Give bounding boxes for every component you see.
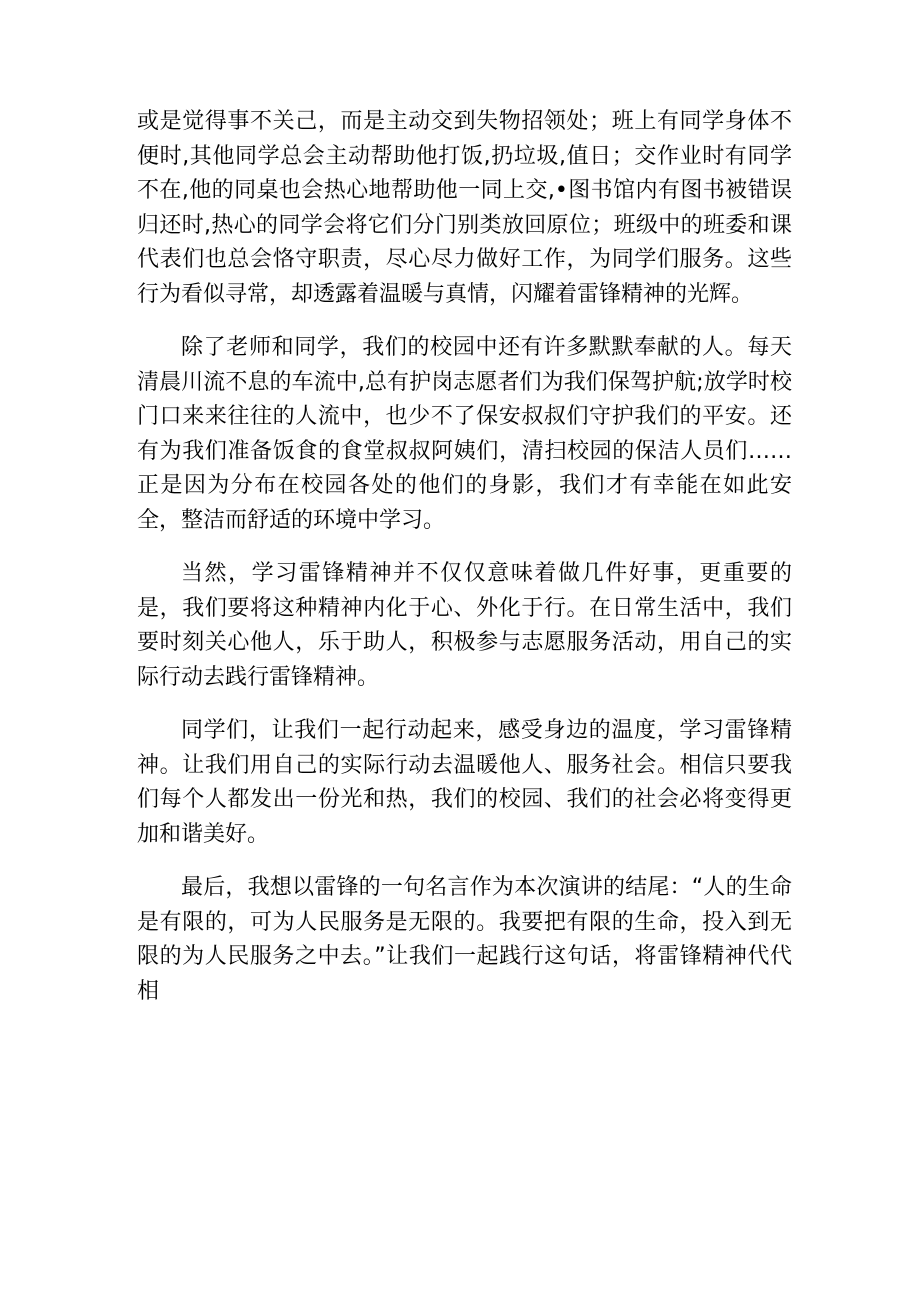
paragraph-5: 最后，我想以雷锋的一句名言作为本次演讲的结尾：“人的生命是有限的，可为人民服务是无限的。我要把有限的生命，投入到无限的为人民服务之中去。”让我们一起践行这句话，将雷锋精神代代相 <box>137 875 792 1004</box>
paragraph-1: 或是觉得事不关己，而是主动交到失物招领处；班上有同学身体不便时,其他同学总会主动帮助他打饭,扔垃圾,值日；交作业时有同学不在,他的同桌也会热心地帮助他一同上交,•图书馆内有图书被错误归还时,热心的同学会将它们分门别类放回原位；班级中的班委和课代表们也总会恪守职责，尽心尽力做好工作，为同学们服务。这些行为看似寻常，却透露着温暖与真情，闪耀着雷锋精神的光辉。 <box>137 109 792 307</box>
paragraph-4: 同学们，让我们一起行动起来，感受身边的温度，学习雷锋精神。让我们用自己的实际行动去温暖他人、服务社会。相信只要我们每个人都发出一份光和热，我们的校园、我们的社会必将变得更加和谐美好。 <box>137 718 792 847</box>
document-page <box>137 105 792 1028</box>
paragraph-3: 当然，学习雷锋精神并不仅仅意味着做几件好事，更重要的是，我们要将这种精神内化于心、外化于行。在日常生活中，我们要时刻关心他人，乐于助人，积极参与志愿服务活动，用自己的实际行动去践行雷锋精神。 <box>137 561 792 690</box>
paragraph-2: 除了老师和同学，我们的校园中还有许多默默奉献的人。每天清晨川流不息的车流中,总有护岗志愿者们为我们保驾护航;放学时校门口来来往往的人流中，也少不了保安叔叔们守护我们的平安。还有为我们准备饭食的食堂叔叔阿姨们，清扫校园的保洁人员们……正是因为分布在校园各处的他们的身影，我们才有幸能在如此安全，整洁而舒适的环境中学习。 <box>137 335 792 533</box>
